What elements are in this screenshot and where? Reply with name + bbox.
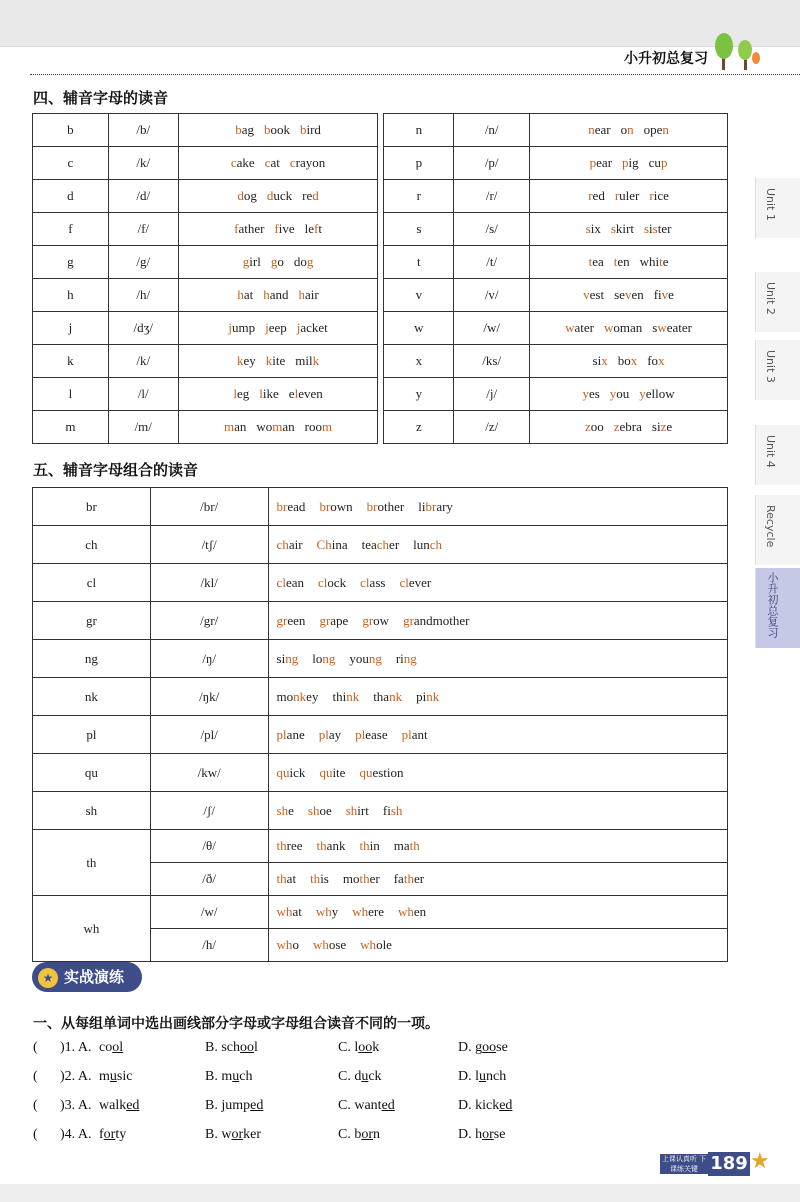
example-word: leg (233, 386, 250, 401)
example-word: clever (399, 574, 432, 590)
tab-recycle[interactable] (755, 495, 800, 565)
example-word: plant (401, 726, 428, 742)
consonant-combo-table (32, 487, 728, 962)
ipa-cell: /θ/ (150, 830, 268, 863)
table-row (33, 564, 728, 602)
option[interactable]: B. worker (205, 1127, 262, 1142)
combo-cell: cl (33, 564, 151, 602)
example-word: water (565, 320, 594, 335)
letter-cell: d (33, 180, 109, 213)
example-word: grow (362, 612, 390, 628)
words-cell (268, 602, 727, 640)
example-word: chair (276, 536, 303, 552)
example-word: ruler (614, 188, 640, 203)
example-word: young (349, 650, 382, 666)
ipa-cell: /dʒ/ (108, 312, 178, 345)
example-word: bag (235, 122, 254, 137)
ipa-cell: /h/ (108, 279, 178, 312)
example-word: jump (228, 320, 256, 335)
ipa-cell: /m/ (108, 411, 178, 444)
option[interactable]: cool (99, 1040, 124, 1055)
words-cell (178, 147, 378, 180)
table-row (33, 526, 728, 564)
ipa-cell: /pl/ (150, 716, 268, 754)
table-row (33, 312, 728, 345)
option[interactable]: music (99, 1069, 133, 1084)
question-number: )2. A. (60, 1069, 92, 1084)
tab-label: Unit 4 (764, 435, 777, 468)
page-number: 189 (708, 1152, 750, 1176)
answer-blank[interactable]: ( (33, 1098, 38, 1113)
example-word: clock (317, 574, 347, 590)
letter-cell: g (33, 246, 109, 279)
words-cell (178, 246, 378, 279)
words-cell (268, 792, 727, 830)
words-cell (178, 114, 378, 147)
letter-cell: r (384, 180, 454, 213)
example-word: five (653, 287, 674, 302)
words-cell (268, 754, 727, 792)
option[interactable]: D. kicked (458, 1098, 513, 1113)
example-word: quick (276, 764, 306, 780)
ipa-cell: /k/ (108, 345, 178, 378)
example-word: cat (264, 155, 280, 170)
example-word: key (237, 353, 256, 368)
table-row (33, 180, 728, 213)
ipa-cell: /h/ (150, 929, 268, 962)
header-title: 小升初总复习 (624, 51, 708, 67)
example-word: near (588, 122, 611, 137)
table-row (33, 246, 728, 279)
table-row (33, 213, 728, 246)
example-word: left (304, 221, 323, 236)
tab-unit-2[interactable] (755, 272, 800, 332)
option[interactable]: C. look (338, 1040, 380, 1055)
example-word: cup (648, 155, 668, 170)
example-word: hand (263, 287, 289, 302)
practice-badge (32, 962, 142, 992)
bottom-bar (0, 1184, 800, 1202)
table-row (33, 640, 728, 678)
letter-cell: k (33, 345, 109, 378)
example-word: three (276, 838, 303, 853)
example-word: long (312, 650, 336, 666)
ipa-cell: /p/ (454, 147, 530, 180)
example-word: go (270, 254, 284, 269)
tab-unit-3[interactable] (755, 340, 800, 400)
words-cell (530, 114, 728, 147)
words-cell (178, 345, 378, 378)
example-word: size (651, 419, 673, 434)
ipa-cell: /v/ (454, 279, 530, 312)
example-word: play (318, 726, 342, 742)
letter-cell: t (384, 246, 454, 279)
tab-review[interactable] (755, 568, 800, 648)
ipa-cell: /g/ (108, 246, 178, 279)
example-word: teacher (361, 536, 400, 552)
example-word: yes (582, 386, 600, 401)
table-row (33, 279, 728, 312)
example-word: monkey (276, 688, 319, 704)
ipa-cell: /ð/ (150, 863, 268, 896)
words-cell (268, 896, 727, 929)
tab-label: 小升初总复习 (766, 572, 779, 638)
example-word: mother (342, 871, 380, 886)
ipa-cell: /br/ (150, 488, 268, 526)
table-row (33, 345, 728, 378)
example-word: vest (583, 287, 605, 302)
ipa-cell: /b/ (108, 114, 178, 147)
example-word: whole (360, 937, 392, 952)
question-number: )1. A. (60, 1040, 92, 1055)
header-divider (30, 74, 800, 75)
example-word: brown (319, 498, 353, 514)
example-word: jeep (265, 320, 287, 335)
example-word: math (393, 838, 420, 853)
ipa-cell: /r/ (454, 180, 530, 213)
example-word: girl (242, 254, 261, 269)
example-word: milk (295, 353, 320, 368)
example-word: white (639, 254, 669, 269)
example-word: class (360, 574, 386, 590)
example-word: like (259, 386, 279, 401)
option[interactable]: D. lunch (458, 1069, 507, 1084)
example-word: grandmother (403, 612, 470, 628)
example-word: what (276, 904, 302, 919)
page-number-badge (660, 1150, 770, 1176)
example-word: woman (603, 320, 643, 335)
top-bar (0, 0, 800, 47)
ipa-cell: /n/ (454, 114, 530, 147)
example-word: open (643, 122, 669, 137)
example-word: box (617, 353, 638, 368)
example-word: cake (230, 155, 255, 170)
example-word: jacket (296, 320, 328, 335)
example-word: yellow (639, 386, 675, 401)
ipa-cell: /k/ (108, 147, 178, 180)
example-word: crayon (289, 155, 326, 170)
example-word: pig (622, 155, 639, 170)
example-word: rice (649, 188, 669, 203)
option[interactable]: walked (99, 1098, 140, 1113)
option[interactable]: C. duck (338, 1069, 382, 1084)
example-word: when (397, 904, 427, 919)
example-word: pear (589, 155, 613, 170)
example-word: room (304, 419, 333, 434)
example-word: plane (276, 726, 305, 742)
table-row (33, 602, 728, 640)
option[interactable]: B. school (205, 1040, 258, 1055)
combo-cell: ch (33, 526, 151, 564)
example-word: bread (276, 498, 306, 514)
words-cell (178, 411, 378, 444)
example-word: think (332, 688, 360, 704)
option[interactable]: B. much (205, 1069, 253, 1084)
table-row (33, 114, 728, 147)
table-row (33, 754, 728, 792)
tab-unit-4[interactable] (755, 425, 800, 485)
example-word: red (588, 188, 605, 203)
example-word: on (620, 122, 634, 137)
example-word: you (609, 386, 630, 401)
table-row (33, 896, 728, 929)
ipa-cell: /s/ (454, 213, 530, 246)
example-word: kite (265, 353, 286, 368)
words-cell (178, 180, 378, 213)
table-row (33, 411, 728, 444)
ipa-cell: /t/ (454, 246, 530, 279)
words-cell (530, 345, 728, 378)
ipa-cell: /w/ (150, 896, 268, 929)
example-word: sister (643, 221, 672, 236)
example-word: five (274, 221, 295, 236)
example-word: that (276, 871, 297, 886)
words-cell (178, 312, 378, 345)
letter-cell: b (33, 114, 109, 147)
example-word: hat (237, 287, 254, 302)
practice-badge-label: 实战演练 (64, 968, 125, 986)
table-row (33, 830, 728, 863)
ipa-cell: /z/ (454, 411, 530, 444)
words-cell (268, 929, 727, 962)
table-row (33, 792, 728, 830)
words-cell (530, 147, 728, 180)
combo-cell: qu (33, 754, 151, 792)
section-4-title: 四、辅音字母的读音 (33, 89, 169, 107)
example-word: please (355, 726, 388, 742)
ipa-cell: /l/ (108, 378, 178, 411)
example-word: this (310, 871, 329, 886)
example-word: dog (293, 254, 314, 269)
example-word: pink (416, 688, 440, 704)
words-cell (268, 526, 727, 564)
example-word: shoe (307, 802, 332, 818)
example-word: sing (276, 650, 299, 666)
words-cell (530, 213, 728, 246)
example-word: who (276, 937, 299, 952)
letter-cell: n (384, 114, 454, 147)
star-icon: ★ (38, 968, 58, 988)
option[interactable]: D. goose (458, 1040, 508, 1055)
combo-cell: br (33, 488, 151, 526)
ipa-cell: /w/ (454, 312, 530, 345)
consonant-table (32, 113, 728, 444)
letter-cell: l (33, 378, 109, 411)
example-word: lunch (413, 536, 443, 552)
example-word: ring (395, 650, 417, 666)
example-word: hair (298, 287, 319, 302)
example-word: skirt (610, 221, 634, 236)
example-word: fish (382, 802, 403, 818)
example-word: whose (312, 937, 347, 952)
example-word: brother (366, 498, 405, 514)
words-cell (178, 279, 378, 312)
letter-cell: z (384, 411, 454, 444)
letter-cell: p (384, 147, 454, 180)
answer-blank[interactable]: ( (33, 1127, 38, 1142)
answer-blank[interactable]: ( (33, 1040, 38, 1055)
example-word: thank (316, 838, 346, 853)
letter-cell: c (33, 147, 109, 180)
ipa-cell: /ŋ/ (150, 640, 268, 678)
example-word: zoo (584, 419, 604, 434)
words-cell (268, 716, 727, 754)
example-word: father (234, 221, 265, 236)
words-cell (268, 863, 727, 896)
letter-cell: s (384, 213, 454, 246)
example-word: red (302, 188, 319, 203)
combo-cell: th (33, 830, 151, 896)
ipa-cell: /d/ (108, 180, 178, 213)
words-cell (178, 378, 378, 411)
example-word: library (418, 498, 453, 514)
question-number: )4. A. (60, 1127, 92, 1142)
words-cell (268, 830, 727, 863)
letter-cell: j (33, 312, 109, 345)
combo-cell: wh (33, 896, 151, 962)
exercise-title: 一、从每组单词中选出画线部分字母或字母组合读音不同的一项。 (33, 1016, 439, 1032)
option[interactable]: forty (99, 1127, 127, 1142)
tab-label: Unit 2 (764, 282, 777, 315)
table-row (33, 488, 728, 526)
example-word: green (276, 612, 306, 628)
page-note: 上课认真听 下课练关键 (661, 1155, 707, 1173)
words-cell (530, 246, 728, 279)
words-cell (530, 279, 728, 312)
example-word: father (393, 871, 425, 886)
words-cell (178, 213, 378, 246)
combo-cell: gr (33, 602, 151, 640)
example-word: six (585, 221, 601, 236)
combo-cell: nk (33, 678, 151, 716)
table-row (33, 378, 728, 411)
example-word: bird (299, 122, 321, 137)
tab-unit-1[interactable] (755, 178, 800, 238)
example-word: ten (613, 254, 630, 269)
example-word: sweater (652, 320, 692, 335)
ipa-cell: /kw/ (150, 754, 268, 792)
example-word: why (315, 904, 339, 919)
table-row (33, 716, 728, 754)
example-word: question (359, 764, 404, 780)
ipa-cell: /kl/ (150, 564, 268, 602)
table-row (33, 678, 728, 716)
option[interactable]: B. jumped (205, 1098, 264, 1113)
example-word: man (223, 419, 247, 434)
example-word: tea (588, 254, 604, 269)
tab-label: Unit 3 (764, 350, 777, 383)
example-word: woman (256, 419, 295, 434)
example-word: shirt (345, 802, 369, 818)
example-word: duck (266, 188, 293, 203)
words-cell (530, 180, 728, 213)
combo-cell: ng (33, 640, 151, 678)
example-word: six (592, 353, 608, 368)
example-word: dog (237, 188, 257, 203)
ipa-cell: /gr/ (150, 602, 268, 640)
words-cell (530, 411, 728, 444)
letter-cell: v (384, 279, 454, 312)
ipa-cell: /ŋk/ (150, 678, 268, 716)
example-word: grape (319, 612, 349, 628)
question-number: )3. A. (60, 1098, 92, 1113)
combo-cell: sh (33, 792, 151, 830)
trees-icon (714, 32, 760, 72)
example-word: fox (647, 353, 665, 368)
words-cell (268, 640, 727, 678)
example-word: where (352, 904, 384, 919)
words-cell (530, 312, 728, 345)
example-word: zebra (613, 419, 642, 434)
table-row (33, 147, 728, 180)
words-cell (268, 488, 727, 526)
example-word: she (276, 802, 294, 818)
option[interactable]: C. born (338, 1127, 381, 1142)
ipa-cell: /ks/ (454, 345, 530, 378)
example-word: thin (359, 838, 380, 853)
example-word: eleven (288, 386, 323, 401)
letter-cell: x (384, 345, 454, 378)
option[interactable]: D. horse (458, 1127, 506, 1142)
section-5-title: 五、辅音字母组合的读音 (33, 461, 199, 479)
star-icon: ★ (750, 1148, 770, 1173)
ipa-cell: /f/ (108, 213, 178, 246)
letter-cell: f (33, 213, 109, 246)
words-cell (268, 678, 727, 716)
example-word: book (263, 122, 290, 137)
answer-blank[interactable]: ( (33, 1069, 38, 1084)
letter-cell: m (33, 411, 109, 444)
words-cell (530, 378, 728, 411)
ipa-cell: /tʃ/ (150, 526, 268, 564)
ipa-cell: /ʃ/ (150, 792, 268, 830)
example-word: China (316, 536, 348, 552)
tab-label: Unit 1 (764, 188, 777, 221)
example-word: clean (276, 574, 304, 590)
tab-label: Recycle (764, 505, 777, 548)
example-word: thank (373, 688, 403, 704)
ipa-cell: /j/ (454, 378, 530, 411)
letter-cell: w (384, 312, 454, 345)
letter-cell: h (33, 279, 109, 312)
example-word: quite (319, 764, 346, 780)
words-cell (268, 564, 727, 602)
example-word: seven (614, 287, 644, 302)
option[interactable]: C. wanted (338, 1098, 395, 1113)
letter-cell: y (384, 378, 454, 411)
combo-cell: pl (33, 716, 151, 754)
